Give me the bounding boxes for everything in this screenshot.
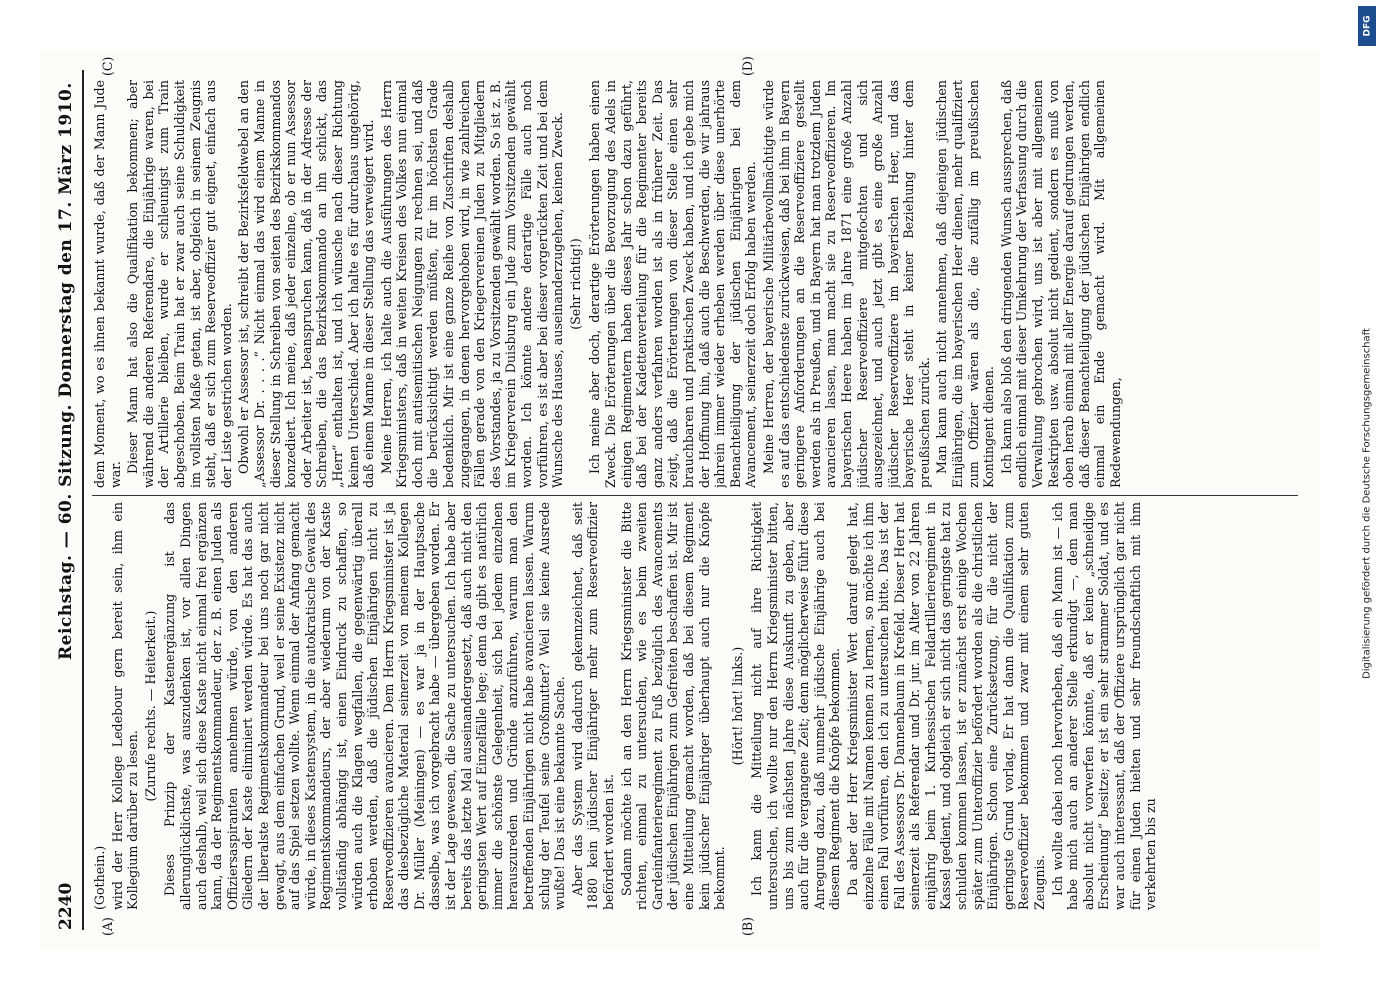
right-column: [92, 80, 1298, 488]
left-paragraph: wird der Herr Kollege Ledebour gern bereit sein, ihm ein Kollegium darüber zu lesen.: [109, 502, 141, 910]
page-header: [56, 70, 84, 930]
page-title: Reichstag. — 60. Sitzung. Donnerstag den 17. März 1910.: [56, 82, 76, 660]
right-paragraph: Obwohl er Assessor ist, schreibt der Bezirksfeldwebel an den „Assessor Dr. . . . .“ Nicht einmal das wird einem Manne in dieser Stellung in Schreiben von seiten des Bezirkskommandos konzediert. Ich meine, daß jeder einzelne, ob er nun Assessor oder Arbeiter ist, beanspruchen kann, daß in der Adresse der Schreiben, die das Bezirkskommando an ihn schickt, das „Herr“ enthalten ist, und ich wünsche nach dieser Richtung keinen Unterschied. Aber ich halte es für durchaus ungehörig, daß einem Manne in dieser Stellung das verweigert wird.: [236, 80, 377, 488]
right-paragraph: Ich meine aber doch, derartige Erörterungen haben einen Zweck. Die Erörterungen über die Bevorzugung des Adels in einigen Regimentern haben dieses Jahr schon dazu geführt, daß bei der Kadettenverteilung für die Regimenter bereits ganz anders verfahren worden ist als in früherer Zeit. Das zeigt, daß die Erörterungen von dieser Stelle einen sehr brauchbaren und praktischen Zweck haben, und ich gebe mich der Hoffnung hin, daß auch die Beschwerden, die wir jahraus jahrein immer wieder erheben werden über diese unerhörte Benachteiligung der jüdischen Einjährigen bei dem Avancement, seinerzeit doch Erfolg haben werden.: [587, 80, 759, 488]
digitization-note: Digitalisierung gefördert durch die Deutsche Forschungsgemeinschaft: [1361, 328, 1373, 679]
left-paragraph: Ich wollte dabei noch hervorheben, daß ein Mann ist — ich habe mich auch an anderer Stelle erkundigt —, dem man absolut nicht vorwerfen könnte, daß er keine „schneidige Erscheinung“ besitze; er ist ein sehr strammer Soldat, und es war auch interessant, daß der Offiziere ursprünglich gar nicht für einen Juden hielten und sehr freundschaftlich mit ihm verkehrten bis zu: [1049, 502, 1159, 910]
speaker-name: (Gothein.): [92, 845, 107, 910]
rotated-page: [40, 50, 1320, 950]
left-column: [92, 502, 1298, 910]
interjection: (Zurufe rechts. — Heiterkeit.): [142, 610, 158, 802]
left-paragraph: Sodann möchte ich an den Herrn Kriegsminister die Bitte richten, einmal zu untersuchen, wie es beim zweiten Gardeinfanterieregiment zu Fuß bezüglich des Avancements der jüdischen Einjährigen zum Gefreiten beschaffen ist. Mir ist eine Mitteilung gemacht worden, daß bei diesem Regiment kein jüdischer Einjähriger überhaupt auch nur die Knöpfe bekommt.: [618, 502, 728, 910]
right-paragraph: Meine Herren, ich halte auch die Ausführungen des Herrn Kriegsministers, daß in weiten Kreisen des Volkes nun einmal doch mit antisemitischen Neigungen zu rechnen sei, und daß die berücksichtigt werden müßten, für im höchsten Grade bedenklich. Mir ist eine ganze Reihe von Zuschriften deshalb zugegangen, in denen hervorgehoben wird, in wie zahlreichen Fällen gerade von den Kriegervereinen Juden zu Mitgliedern des Vorstandes, ja zu Vorsitzenden gewählt worden. So ist z. B. im Kriegerverein Duisburg ein Jude zum Vorsitzenden gewählt worden. Ich könnte andere derartige Fälle auch noch vorführen, es ist aber bei dieser vorgerückten Zeit und bei dem Wunsche des Hauses, auseinanderzugehen, keinen Zweck.: [378, 80, 566, 488]
left-paragraph: Dieses Prinzip der Kastenergänzung ist das allerunglücklichste, was auszudenken ist, vor allen Dingen auch deshalb, weil sich diese Kaste nicht einmal frei ergänzen kann, da der Regimentskommandeur, der z. B. einen Juden als Offiziersaspiranten annehmen würde, von den anderen Gliedern der Kaste eliminiert werden würde. Es hat das auch der liberalste Regimentskommandeur bei uns noch gar nicht gewagt, aus dem einfachen Grund, weil er seine Existenz nicht auf das Spiel setzen wollte. Wenn einmal der Anfang gemacht würde, in dieses Kastensystem, in die autokratische Gewalt des Regimentskommandeurs, der aber wiederum von der Kaste vollständig abhängig ist, einen Eindruck zu schaffen, so würden auch die Klagen wegfallen, die gegenwärtig überall erhoben werden, daß die jüdischen Einjährigen nicht zu Reserveoffizieren avancieren. Dem Herrn Kriegsminister ist ja das diesbezügliche Material seinerzeit von meinem Kollegen Dr. Müller (Meiningen) — es war ja in der Hauptsache dasselbe, was ich vorgebracht habe — übergeben worden. Er ist der Lage gewesen, die Sache zu untersuchen. Ich habe aber bereits das letzte Mal auseinandergesetzt, daß auch nicht den geringsten Wert auf Einzelfälle lege; denn da gibt es natürlich immer die schönste Gelegenheit, sich bei jedem einzelnen herauszureden und Gründe anzuführen, warum man den betreffenden Einjährigen nicht habe avancieren lassen. Warum schlug der Teufel seine Großmutter? Weil sie keine Ausrede wußte! Das ist eine bekannte Sache.: [162, 502, 568, 910]
margin-marker-b: (B): [740, 916, 755, 936]
margin-marker-a: (A): [100, 917, 115, 936]
interjection: (Hört! hört! links.): [729, 646, 745, 766]
margin-marker-c: (C): [100, 56, 115, 76]
right-paragraph: Ich kann also bloß den dringenden Wunsch aussprechen, daß endlich einmal mit dieser Umkehrung der Verfassung durch die Verwaltung gebrochen wird, uns ist aber mit allgemeinen Reskripten usw. absolut nicht gedient, sondern es muß von oben herab einmal mit aller Energie darauf gedrungen werden, daß dieser Benachteiligung der jüdischen Einjährigen endlich einmal ein Ende gemacht wird. Mit allgemeinen Redewendungen,: [998, 80, 1123, 488]
right-paragraph: dem Moment, wo es ihnen bekannt wurde, daß der Mann Jude war.: [92, 80, 123, 488]
dfg-logo-text: DFG: [1362, 15, 1373, 37]
interjection: (Sehr richtig!): [567, 238, 583, 330]
left-paragraph: Ich kann die Mitteilung nicht auf ihre Richtigkeit untersuchen, ich wollte nur den Herrn Kriegsminister bitten, uns bis zum nächsten Jahre diese Auskunft zu geben, aber auch für die vergangene Zeit; denn möglicherweise führt diese Anregung dazu, daß nunmehr jüdische Einjährige auch bei diesem Regiment die Knöpfe bekommen.: [749, 502, 843, 910]
column-divider: [92, 495, 1298, 496]
page-number: 2240: [56, 882, 76, 930]
left-paragraph: Aber das System wird dadurch gekennzeichnet, daß seit 1880 kein jüdischer Einjähriger mehr zum Reserveoffizier befördert worden ist.: [569, 502, 616, 910]
right-paragraph: Meine Herren, der bayerische Militärbevollmächtigte würde es auf das entschiedenste zurückweisen, daß bei ihm in Bayern geringere Anforderungen an die Reserveoffiziere gestellt werden als in Preußen, und in Bayern hat man trotzdem Juden avancieren lassen, man macht sie zu Reserveoffizieren. Im bayerischen Heere haben im Jahre 1871 eine große Anzahl jüdischer Reserveoffiziere mitgefochten und sich ausgezeichnet, und auch jetzt gibt es eine große Anzahl jüdischer Reserveoffiziere im bayerischen Heer, und das bayerische Heer steht in keiner Beziehung hinter dem preußischen zurück.: [760, 80, 932, 488]
dfg-logo: [1358, 6, 1376, 46]
left-paragraph: Da aber der Herr Kriegsminister Wert darauf gelegt hat, einzelne Fälle mit Namen kennen zu lernen, so möchte ich ihm einen Fall vorführen, den ich zu untersuchen bitte. Das ist der Fall des Assessors Dr. Dannenbaum in Krefeld. Dieser Herr hat seinerzeit als Referendar und Dr. jur. im Alter von 22 Jahren einjährig beim 1. Kurhessischen Feldartillerieregiment in Kassel gedient, und obgleich er sich nicht das geringste hat zu schulden kommen lassen, ist er zunächst erst einige Wochen später zum Unteroffizier befördert worden als die christlichen Einjährigen. Schon eine Zurücksetzung, für die nicht der geringste Grund vorlag. Er hat dann die Qualifikation zum Reserveoffizier bekommen und zwar mit einem sehr guten Zeugnis.: [844, 502, 1048, 910]
right-paragraph: Dieser Mann hat also die Qualifikation bekommen; aber während die anderen Referendare, die Einjährige waren, bei der Artillerie bleiben, wurde er schleunigst zum Train abgeschoben. Beim Train hat er zwar auch seine Schuldigkeit im vollsten Maße getan, ist aber, obgleich in seinem Zeugnis steht, daß er sich zum Reserveoffizier gut eignet, einfach aus der Liste gestrichen worden.: [125, 80, 234, 488]
margin-marker-d: (D): [740, 56, 755, 76]
right-paragraph: Man kann auch nicht annehmen, daß diejenigen jüdischen Einjährigen, die im bayerischen Heer dienen, mehr qualifiziert zum Offizier wären als die, die zufällig im preußischen Kontingent dienen.: [934, 80, 997, 488]
